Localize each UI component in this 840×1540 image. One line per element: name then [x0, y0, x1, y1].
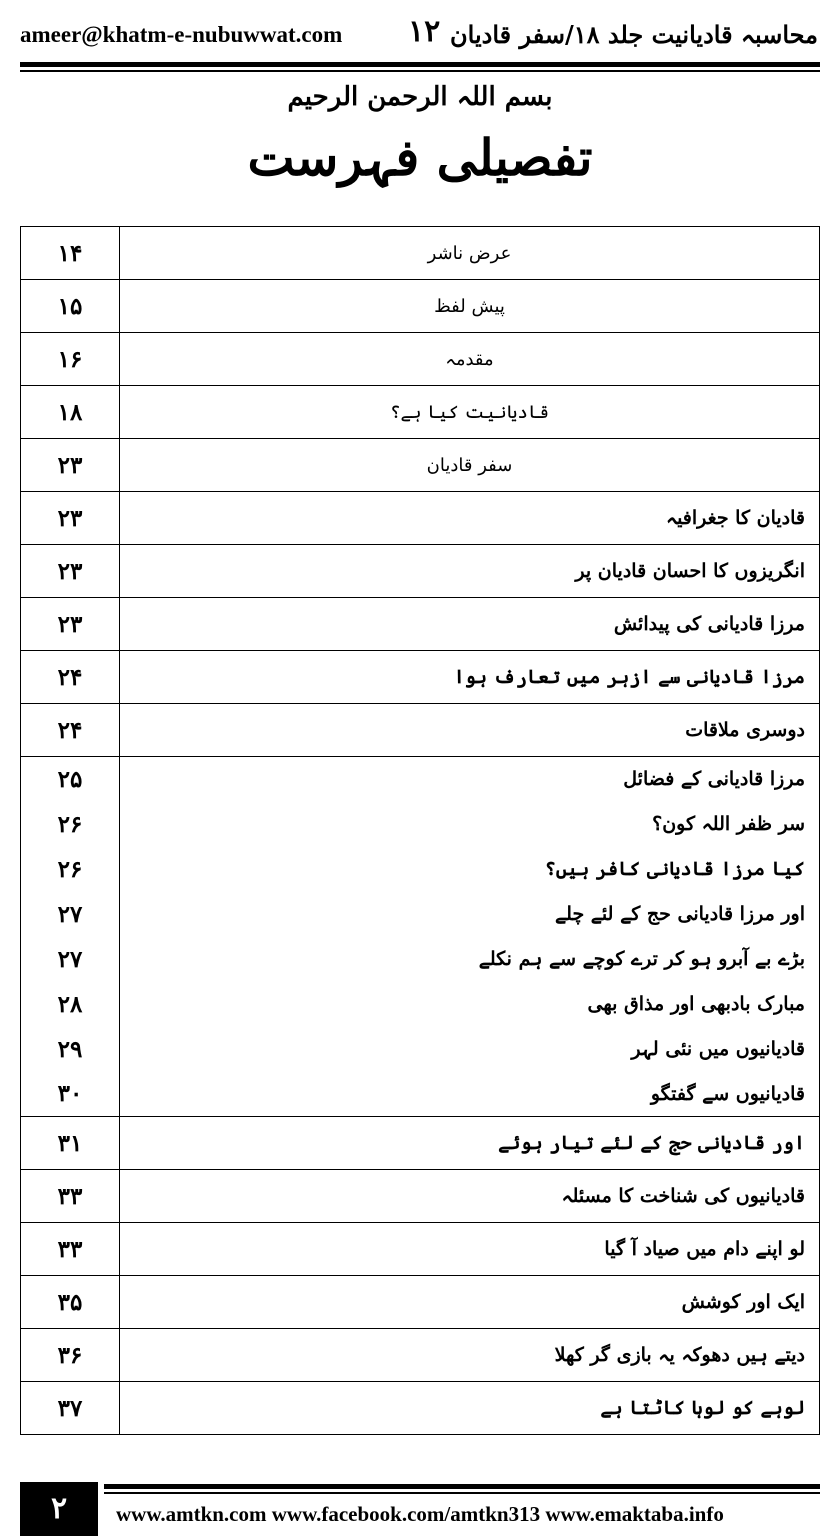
toc-row: [21, 1027, 820, 1072]
footer-page-box: ۲: [20, 1482, 98, 1536]
toc-page: ۳۰: [21, 1072, 120, 1117]
toc-page: ۳۵: [21, 1276, 120, 1329]
toc-row: [21, 1170, 820, 1223]
toc-page: ۲۳: [21, 545, 120, 598]
footer-rule-thin: [104, 1492, 820, 1494]
toc-row: [21, 1072, 820, 1117]
toc-row: [21, 386, 820, 439]
toc-page: ۲۹: [21, 1027, 120, 1072]
toc-title: عرض ناشر: [120, 227, 820, 280]
toc-title: مرزا قادیانی کے فضائل: [120, 757, 820, 802]
toc-table: [20, 226, 820, 1435]
page-title: تفصیلی فہرست: [247, 128, 593, 187]
header-rule-thick: [20, 62, 820, 67]
toc-page: ۲۷: [21, 892, 120, 937]
toc-page: ۲۷: [21, 937, 120, 982]
toc-title: اور مرزا قادیانی حج کے لئے چلے: [120, 892, 820, 937]
toc-page: ۲۳: [21, 598, 120, 651]
toc-row: [21, 892, 820, 937]
toc-title: لوہے کو لوہا کاٹتا ہے: [120, 1382, 820, 1435]
toc-title: کیا مرزا قادیانی کافر ہیں؟: [120, 847, 820, 892]
footer-rule-thick: [104, 1484, 820, 1489]
toc-row: [21, 1276, 820, 1329]
toc-row: [21, 757, 820, 802]
toc-page: ۲۴: [21, 704, 120, 757]
toc-page: ۱۵: [21, 280, 120, 333]
toc-title: قادیانیوں سے گفتگو: [120, 1072, 820, 1117]
toc-page: ۲۳: [21, 492, 120, 545]
toc-title: سر ظفر اللہ کون؟: [120, 802, 820, 847]
toc-row: [21, 333, 820, 386]
toc-page: ۳۳: [21, 1223, 120, 1276]
header-page-number: ۱۲: [408, 14, 441, 49]
page-header: [0, 0, 840, 66]
toc-page: ۳۳: [21, 1170, 120, 1223]
toc-page: ۲۶: [21, 802, 120, 847]
toc-row: [21, 280, 820, 333]
toc-page: ۱۴: [21, 227, 120, 280]
toc-title: دیتے ہیں دھوکہ یہ بازی گر کھلا: [120, 1329, 820, 1382]
toc-row: [21, 802, 820, 847]
toc-row: [21, 1117, 820, 1170]
toc-title: قادیانیت کیا ہے؟: [120, 386, 820, 439]
footer-links: www.amtkn.com www.facebook.com/amtkn313 www.emaktaba.info: [116, 1502, 724, 1526]
toc-page: ۲۴: [21, 651, 120, 704]
toc-page: ۱۸: [21, 386, 120, 439]
toc-row: [21, 982, 820, 1027]
toc-page: ۲۵: [21, 757, 120, 802]
toc-title: لو اپنے دام میں صیاد آ گیا: [120, 1223, 820, 1276]
toc-title: مبارک بادبھی اور مذاق بھی: [120, 982, 820, 1027]
toc-title: مرزا قادیانی کی پیدائش: [120, 598, 820, 651]
toc-title: دوسری ملاقات: [120, 704, 820, 757]
toc-row: [21, 1382, 820, 1435]
header-book-title: محاسبہ قادیانیت جلد ۱۸/سفر قادیان: [450, 20, 818, 49]
header-rule-thin: [20, 70, 820, 72]
toc-title: سفر قادیان: [120, 439, 820, 492]
page-footer: [20, 1482, 820, 1540]
toc-title: ایک اور کوشش: [120, 1276, 820, 1329]
toc-row: [21, 847, 820, 892]
toc-row: [21, 439, 820, 492]
toc-row: [21, 598, 820, 651]
toc-title: پیش لفظ: [120, 280, 820, 333]
toc-row: [21, 1329, 820, 1382]
toc-row: [21, 704, 820, 757]
bismillah: بسم اللہ الرحمن الرحیم: [287, 82, 553, 112]
toc-title: اور قادیانی حج کے لئے تیار ہوئے: [120, 1117, 820, 1170]
toc-title: مقدمہ: [120, 333, 820, 386]
toc-page: ۲۸: [21, 982, 120, 1027]
toc-page: ۳۱: [21, 1117, 120, 1170]
toc-row: [21, 227, 820, 280]
toc-row: [21, 1223, 820, 1276]
toc-row: [21, 492, 820, 545]
toc-page: ۱۶: [21, 333, 120, 386]
toc-page: ۲۶: [21, 847, 120, 892]
toc-page: ۳۷: [21, 1382, 120, 1435]
header-email: ameer@khatm-e-nubuwwat.com: [20, 22, 343, 47]
toc-row: [21, 545, 820, 598]
toc-title: قادیانیوں میں نئی لہر: [120, 1027, 820, 1072]
toc-row: [21, 651, 820, 704]
toc-page: ۲۳: [21, 439, 120, 492]
toc-row: [21, 937, 820, 982]
toc-title: قادیان کا جغرافیہ: [120, 492, 820, 545]
toc-page: ۳۶: [21, 1329, 120, 1382]
toc-title: بڑے بے آبرو ہو کر ترے کوچے سے ہم نکلے: [120, 937, 820, 982]
toc-title: قادیانیوں کی شناخت کا مسئلہ: [120, 1170, 820, 1223]
toc-title: مرزا قادیانی سے ازہر میں تعارف ہوا: [120, 651, 820, 704]
toc-title: انگریزوں کا احسان قادیان پر: [120, 545, 820, 598]
